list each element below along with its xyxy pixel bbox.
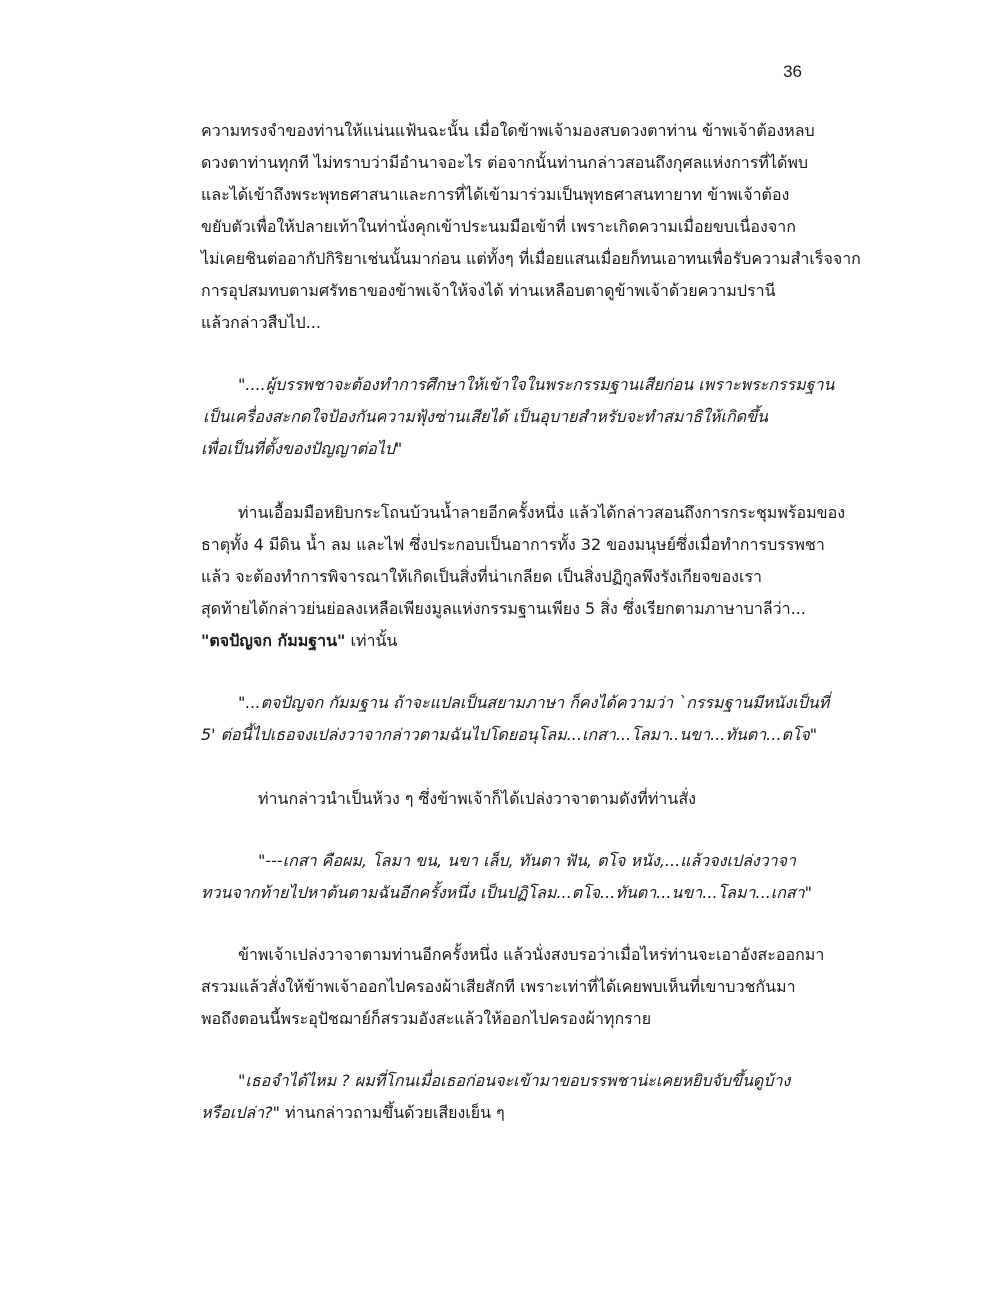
text-line [201, 1100, 505, 1126]
text-line: ความทรงจำของท่านให้แน่นแฟ้นฉะนั้น เมื่อใดข้าพเจ้ามองสบดวงตาท่าน ข้าพเจ้าต้องหลบ [201, 121, 815, 140]
quote-line: "...ตจปัญจก กัมมฐาน ถ้าจะแปลเป็นสยามภาษา ก็คงได้ความว่า `กรรมฐานมีหนังเป็นที่ [238, 693, 830, 712]
text-line: ข้าพเจ้าเปล่งวาจาตามท่านอีกครั้งหนึ่ง แล้วนั่งสงบรอว่าเมื่อไหร่ท่านจะเอาอังสะออกมา [238, 945, 825, 964]
quote-line: "....ผู้บรรพชาจะต้องทำการศึกษาให้เข้าใจในพระกรรมฐานเสียก่อน เพราะพระกรรมฐาน [238, 375, 835, 394]
text-line [201, 628, 397, 654]
text-line: ธาตุทั้ง 4 มีดิน น้ำ ลม และไฟ ซึ่งประกอบเป็นอาการทั้ง 32 ของมนุษย์ซึ่งเมื่อทำการบรรพชา [201, 535, 825, 554]
page-number: 36 [783, 62, 802, 81]
quote-line: "เธอจำได้ไหม ? ผมที่โกนเมื่อเธอก่อนจะเข้ามาขอบรรพชาน่ะเคยหยิบจับขึ้นดูบ้าง [238, 1071, 791, 1090]
text-line: ดวงตาท่านทุกที ไม่ทราบว่ามีอำนาจอะไร ต่อจากนั้นท่านกล่าวสอนถึงกุศลแห่งการที่ได้พบ [201, 153, 809, 172]
text-line: ท่านเอื้อมมือหยิบกระโถนบ้วนน้ำลายอีกครั้งหนึ่ง แล้วได้กล่าวสอนถึงการกระชุมพร้อมของ [238, 503, 845, 522]
bold-term: "ตจปัญจก กัมมฐาน" [201, 631, 346, 650]
text-line: สุดท้ายได้กล่าวย่นย่อลงเหลือเพียงมูลแห่งกรรมฐานเพียง 5 สิ่ง ซึ่งเรียกตามภาษาบาลีว่า... [201, 599, 806, 618]
text-line: ท่านกล่าวนำเป็นห้วง ๆ ซึ่งข้าพเจ้าก็ได้เปล่งวาจาตามดังที่ท่านสั่ง [258, 789, 696, 808]
text-line: แล้วกล่าวสืบไป... [201, 313, 321, 332]
quote-line: ทวนจากท้ายไปหาต้นตามฉันอีกครั้งหนึ่ง เป็นปฏิโลม...ตโจ...ทันตา...นขา...โลมา...เกสา" [201, 883, 812, 902]
text-line: พอถึงตอนนี้พระอุปัชฌาย์ก็สรวมอังสะแล้วให้ออกไปครองผ้าทุกราย [201, 1009, 652, 1028]
text-line: แล้ว จะต้องทำการพิจารณาให้เกิดเป็นสิ่งที่น่าเกลียด เป็นสิ่งปฏิกูลพึงรังเกียจของเรา [201, 567, 763, 586]
quote-line: 5' ต่อนี้ไปเธอจงเปล่งวาจากล่าวตามฉันไปโดยอนุโลม...เกสา...โลมา..นขา...ทันตา...ตโจ" [201, 725, 818, 744]
text-tail: เท่านั้น [345, 631, 398, 650]
text-line: ขยับตัวเพื่อให้ปลายเท้าในท่านั่งคุกเข้าประนมมือเข้าที่ เพราะเกิดความเมื่อยขบเนื่องจาก [201, 217, 796, 236]
text-line: และได้เข้าถึงพระพุทธศาสนาและการที่ได้เข้ามาร่วมเป็นพุทธศาสนทายาท ข้าพเจ้าต้อง [201, 185, 790, 204]
quote-line: "---เกสา คือผม, โลมา ขน, นขา เล็บ, ทันตา ฟัน, ตโจ หนัง,...แล้วจงเปล่งวาจา [258, 851, 797, 870]
text-line: การอุปสมทบตามศรัทธาของข้าพเจ้าให้จงได้ ท่านเหลือบตาดูข้าพเจ้าด้วยความปรานี [201, 281, 776, 300]
quote-tail: หรือเปล่า?" [201, 1103, 281, 1122]
quote-line: เพื่อเป็นที่ตั้งของปัญญาต่อไป" [201, 439, 403, 458]
text-tail: ท่านกล่าวถามขึ้นด้วยเสียงเย็น ๆ [280, 1103, 505, 1122]
text-line: สรวมแล้วสั่งให้ข้าพเจ้าออกไปครองผ้าเสียสักที เพราะเท่าที่ได้เคยพบเห็นที่เขาบวชกันมา [201, 977, 796, 996]
quote-line: เป็นเครื่องสะกดใจป้องกันความฟุ้งซ่านเสียได้ เป็นอุบายสำหรับจะทำสมาธิให้เกิดขึ้น [203, 407, 768, 426]
text-line: ไม่เคยชินต่ออากัปกิริยาเช่นนั้นมาก่อน แต่ทั้งๆ ที่เมื่อยแสนเมื่อยก็ทนเอาทนเพื่อรับความสำเร็จจาก [201, 249, 861, 268]
